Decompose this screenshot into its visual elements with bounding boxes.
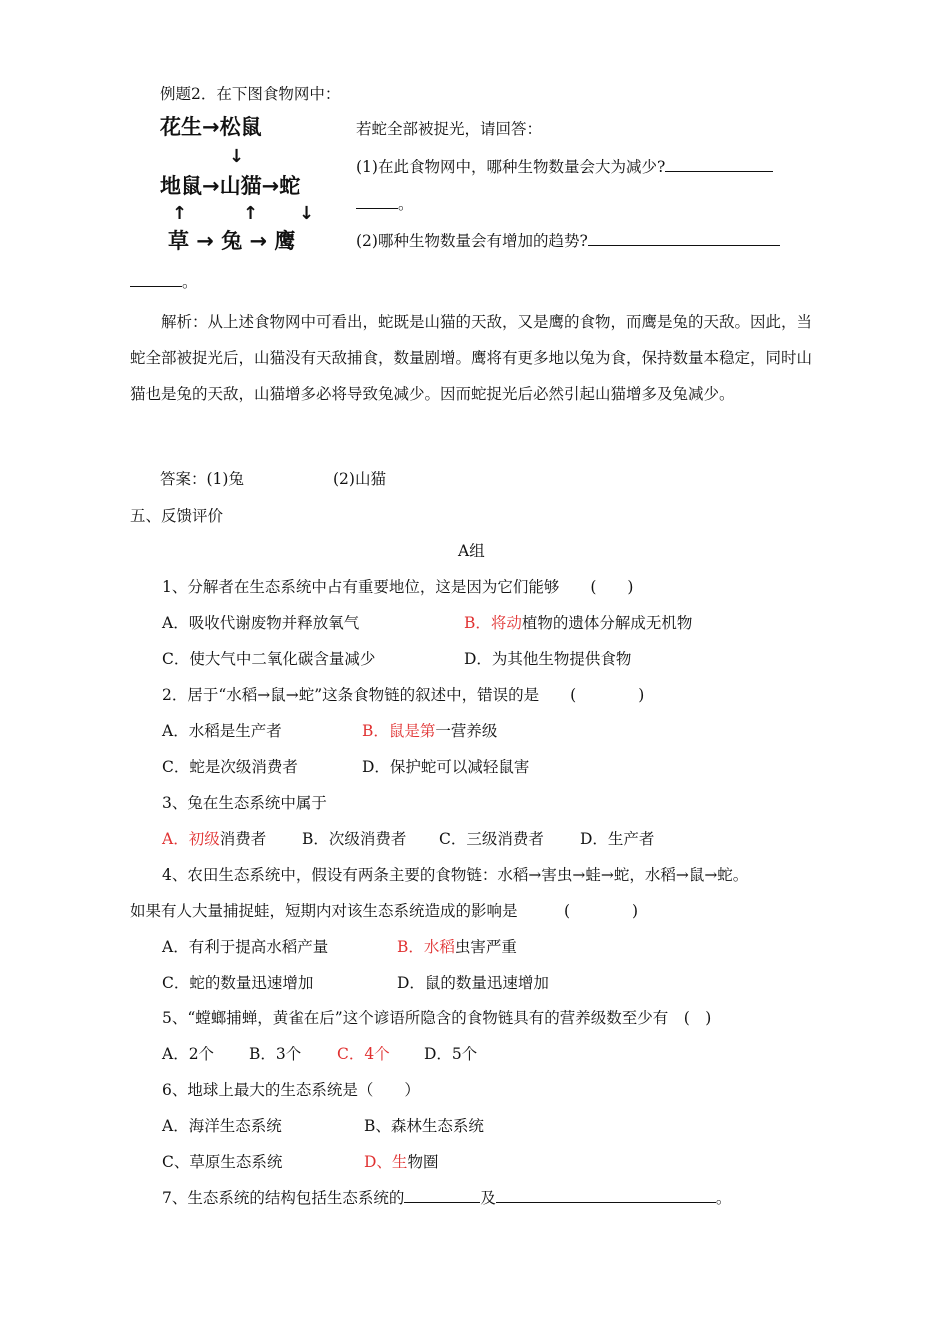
question-2-option-b (362, 721, 497, 741)
question-3-stem: 3、兔在生态系统中属于 (162, 794, 327, 812)
question-2-option-d: D．保护蛇可以减轻鼠害 (362, 758, 530, 776)
question-3-option-c: C．三级消费者 (439, 830, 544, 848)
period: 。 (182, 273, 198, 291)
period: 。 (398, 195, 414, 213)
question-5-option-d: D．5个 (424, 1045, 478, 1063)
example-q1-cont (356, 194, 414, 214)
answer-blank (130, 272, 182, 287)
example-answer-1: 答案：(1)兔 (160, 470, 244, 488)
question-6-option-b: B、森林生态系统 (364, 1117, 484, 1135)
question-6-stem: 6、地球上最大的生态系统是（ ） (162, 1081, 420, 1099)
arrow-down-icon: ↓ (229, 146, 245, 167)
highlighted-answer: B．鼠是第 (362, 722, 436, 740)
group-heading: A组 (458, 542, 485, 560)
option-text: 消费者 (219, 830, 267, 848)
question-1-option-d: D．为其他生物提供食物 (464, 650, 632, 668)
question-6-option-c: C、草原生态系统 (162, 1153, 283, 1171)
example-q2 (356, 231, 780, 251)
example-answer-2: (2)山猫 (333, 470, 386, 488)
option-text: 一营养级 (435, 722, 498, 740)
question-5-stem: 5、“螳螂捕蝉，黄雀在后”这个谚语所隐含的食物链具有的营养级数至少有 ( ) (162, 1009, 712, 1027)
arrow-up-icon: ↑ (172, 203, 188, 224)
example-title: 例题2．在下图食物网中： (160, 85, 341, 103)
section-heading: 五、反馈评价 (130, 507, 224, 525)
question-4-option-b (397, 937, 517, 957)
arrow-up-icon: ↑ (243, 203, 259, 224)
food-web-row-grass-rabbit-eagle: 草 → 兔 → 鹰 (168, 229, 296, 253)
answer-blank (588, 231, 780, 246)
question-6-option-a: A．海洋生态系统 (162, 1117, 282, 1135)
question-4-option-c: C．蛇的数量迅速增加 (162, 974, 314, 992)
example-intro: 若蛇全部被捉光，请回答： (356, 120, 543, 138)
highlighted-answer: A．初级 (162, 830, 220, 848)
question-2-stem: 2．居于“水稻→鼠→蛇”这条食物链的叙述中，错误的是 ( ) (162, 686, 645, 704)
arrow-down-icon: ↓ (299, 203, 315, 224)
question-1-stem: 1、分解者在生态系统中占有重要地位，这是因为它们能够 ( ) (162, 578, 634, 596)
question-3-option-a (162, 829, 266, 849)
answer-blank (496, 1188, 716, 1203)
highlighted-answer: B．水稻 (397, 938, 455, 956)
question-7-text: 及 (480, 1189, 496, 1207)
question-7-text: 7、生态系统的结构包括生态系统的 (162, 1189, 405, 1207)
question-5-option-a: A．2个 (162, 1045, 215, 1063)
food-web-row-gopher-lynx-snake: 地鼠→山猫→蛇 (160, 174, 301, 198)
highlighted-answer: B．将动 (464, 614, 522, 632)
question-6-option-d (364, 1152, 438, 1172)
question-2-option-a: A．水稻是生产者 (162, 722, 282, 740)
highlighted-answer: D、生 (364, 1153, 408, 1171)
question-4-option-a: A．有利于提高水稻产量 (162, 938, 329, 956)
question-5-option-c: C．4个 (337, 1045, 390, 1063)
question-4-option-d: D．鼠的数量迅速增加 (397, 974, 549, 992)
example-q1 (356, 157, 773, 177)
answer-blank (356, 194, 398, 209)
example-q1-text: (1)在此食物网中，哪种生物数量会大为减少? (356, 158, 666, 176)
question-2-option-c: C．蛇是次级消费者 (162, 758, 298, 776)
question-3-option-d: D．生产者 (580, 830, 655, 848)
period: 。 (715, 1189, 732, 1207)
analysis-paragraph (130, 304, 820, 412)
question-1-option-c: C．使大气中二氧化碳含量减少 (162, 650, 376, 668)
question-5-option-b: B．3个 (249, 1045, 302, 1063)
question-1-option-a: A．吸收代谢废物并释放氧气 (162, 614, 360, 632)
option-text: 植物的遗体分解成无机物 (521, 614, 693, 632)
answer-blank (665, 157, 773, 172)
question-1-option-b (464, 613, 692, 633)
example-q2-cont (130, 272, 198, 292)
food-web-row-peanut-squirrel: 花生→松鼠 (160, 115, 262, 139)
option-text: 物圈 (407, 1153, 439, 1171)
answer-blank (404, 1188, 480, 1203)
question-4-stem-line2: 如果有人大量捕捉蛙，短期内对该生态系统造成的影响是 ( ) (130, 902, 639, 920)
question-7-stem (162, 1188, 731, 1208)
question-4-stem-line1: 4、农田生态系统中，假设有两条主要的食物链：水稻→害虫→蛙→蛇，水稻→鼠→蛇。 (162, 866, 749, 884)
question-3-option-b: B．次级消费者 (302, 830, 407, 848)
example-q2-text: (2)哪种生物数量会有增加的趋势? (356, 232, 588, 250)
option-text: 虫害严重 (454, 938, 517, 956)
analysis-text: 解析：从上述食物网中可看出，蛇既是山猫的天敌，又是鹰的食物，而鹰是兔的天敌。因此，当蛇全部被捉光后，山猫没有天敌捕食，数量剧增。鹰将有更多地以兔为食，保持数量本稳定，同时山猫也是兔的天敌，山猫增多必将导致兔减少。因而蛇捉光后必然引起山猫增多及兔减少。 (130, 313, 813, 403)
